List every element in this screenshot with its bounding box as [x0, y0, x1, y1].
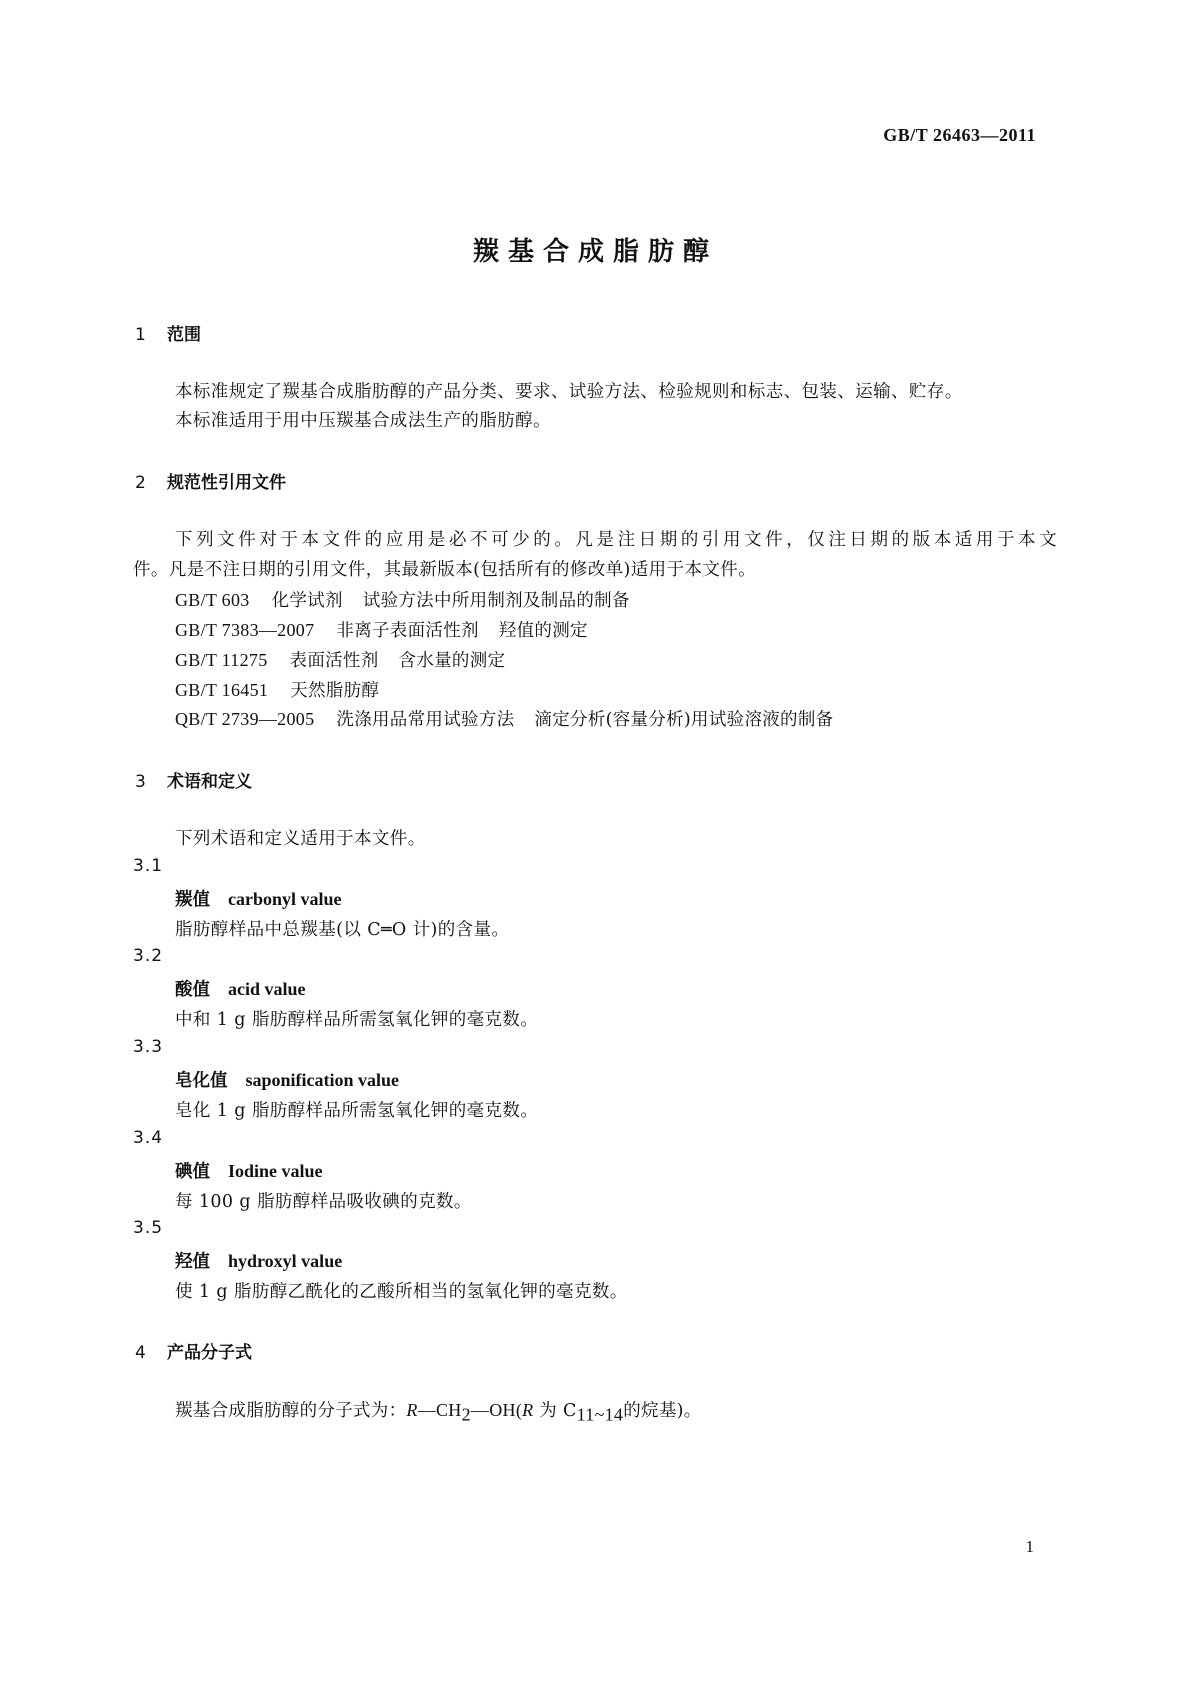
term-number: 3.2: [133, 946, 164, 966]
term-number: 3.4: [133, 1128, 164, 1148]
section-title: 术语和定义: [167, 772, 252, 792]
term-english: saponification value: [245, 1070, 400, 1090]
term-number: 3.5: [133, 1218, 164, 1238]
formula-carbon-range: 11~14: [576, 1404, 624, 1425]
page-number: 1: [1025, 1537, 1034, 1556]
formula-prefix: 羰基合成脂肪醇的分子式为：: [175, 1401, 407, 1421]
term-definition: 脂肪醇样品中总羰基(以 C═O 计)的含量。: [175, 920, 510, 940]
references-intro-line-2: 件。凡是不注日期的引用文件，其最新版本(包括所有的修改单)适用于本文件。: [133, 560, 757, 580]
section-number: 3: [135, 772, 146, 792]
reference-item: [175, 617, 588, 642]
reference-title-part-1: 天然脂肪醇: [290, 681, 380, 701]
formula-mid-text: 为 C: [533, 1401, 577, 1421]
term-chinese: 羟值: [175, 1252, 210, 1272]
standard-code: GB/T 26463—2011: [883, 125, 1036, 145]
scope-paragraph-1: 本标准规定了羰基合成脂肪醇的产品分类、要求、试验方法、检验规则和标志、包装、运输、贮存。: [175, 382, 963, 402]
references-intro-line-1: 下列文件对于本文件的应用是必不可少的。凡是注日期的引用文件，仅注日期的版本适用于本文: [175, 530, 1057, 550]
formula-ch-group: —CH: [417, 1400, 462, 1420]
reference-item: [175, 647, 505, 672]
term-heading: [175, 1248, 342, 1273]
reference-title-part-1: 非离子表面活性剂: [336, 621, 479, 641]
term-english: acid value: [228, 979, 306, 999]
term-definition: 中和 1 g 脂肪醇样品所需氢氧化钾的毫克数。: [175, 1010, 539, 1030]
term-definition: 皂化 1 g 脂肪醇样品所需氢氧化钾的毫克数。: [175, 1101, 539, 1121]
reference-title-part-2: 含水量的测定: [398, 651, 506, 671]
term-definition: 使 1 g 脂肪醇乙酰化的乙酸所相当的氢氧化钾的毫克数。: [175, 1282, 628, 1302]
section-title: 范围: [167, 325, 201, 345]
term-chinese: 酸值: [175, 980, 210, 1000]
formula-suffix: 的烷基)。: [623, 1401, 702, 1421]
formula-oh-group: —OH(: [470, 1400, 523, 1420]
section-title: 规范性引用文件: [167, 473, 286, 493]
scope-paragraph-2: 本标准适用于用中压羰基合成法生产的脂肪醇。: [175, 411, 551, 431]
section-number: 1: [135, 325, 146, 345]
reference-code: QB/T 2739—2005: [175, 709, 315, 729]
term-english: carbonyl value: [228, 889, 342, 909]
term-english: Iodine value: [228, 1161, 323, 1181]
formula-r-symbol: R: [522, 1400, 534, 1420]
formula-subscript: 2: [461, 1404, 471, 1425]
section-heading-references: [135, 468, 286, 493]
reference-item: [175, 706, 833, 731]
reference-title-part-2: 羟值的测定: [498, 621, 588, 641]
reference-title-part-2: 滴定分析(容量分析)用试验溶液的制备: [534, 710, 834, 730]
term-number: 3.3: [133, 1037, 164, 1057]
term-chinese: 羰值: [175, 890, 210, 910]
reference-title-part-2: 试验方法中所用制剂及制品的制备: [362, 591, 630, 611]
term-heading: [175, 1158, 323, 1183]
section-heading-terms: [135, 767, 252, 792]
section-title: 产品分子式: [167, 1343, 252, 1363]
reference-item: [175, 677, 379, 702]
term-number: 3.1: [133, 856, 164, 876]
formula-r-symbol: R: [406, 1400, 418, 1420]
section-number: 4: [135, 1343, 146, 1363]
terms-intro: 下列术语和定义适用于本文件。: [175, 829, 426, 849]
reference-title-part-1: 洗涤用品常用试验方法: [336, 710, 515, 730]
reference-item: [175, 587, 630, 612]
term-heading: [175, 886, 342, 911]
term-chinese: 皂化值: [175, 1071, 228, 1091]
molecular-formula: [175, 1397, 702, 1426]
reference-title-part-1: 表面活性剂: [289, 651, 379, 671]
reference-code: GB/T 7383—2007: [175, 620, 315, 640]
section-heading-formula: [135, 1338, 252, 1363]
reference-code: GB/T 11275: [175, 650, 268, 670]
section-number: 2: [135, 473, 146, 493]
document-title: 羰基合成脂肪醇: [472, 237, 718, 267]
section-heading-scope: [135, 320, 201, 345]
term-chinese: 碘值: [175, 1162, 210, 1182]
reference-code: GB/T 603: [175, 590, 250, 610]
term-heading: [175, 1067, 399, 1092]
term-definition: 每 100 g 脂肪醇样品吸收碘的克数。: [175, 1192, 472, 1212]
reference-code: GB/T 16451: [175, 680, 269, 700]
term-heading: [175, 976, 306, 1001]
term-english: hydroxyl value: [228, 1251, 343, 1271]
reference-title-part-1: 化学试剂: [271, 591, 343, 611]
